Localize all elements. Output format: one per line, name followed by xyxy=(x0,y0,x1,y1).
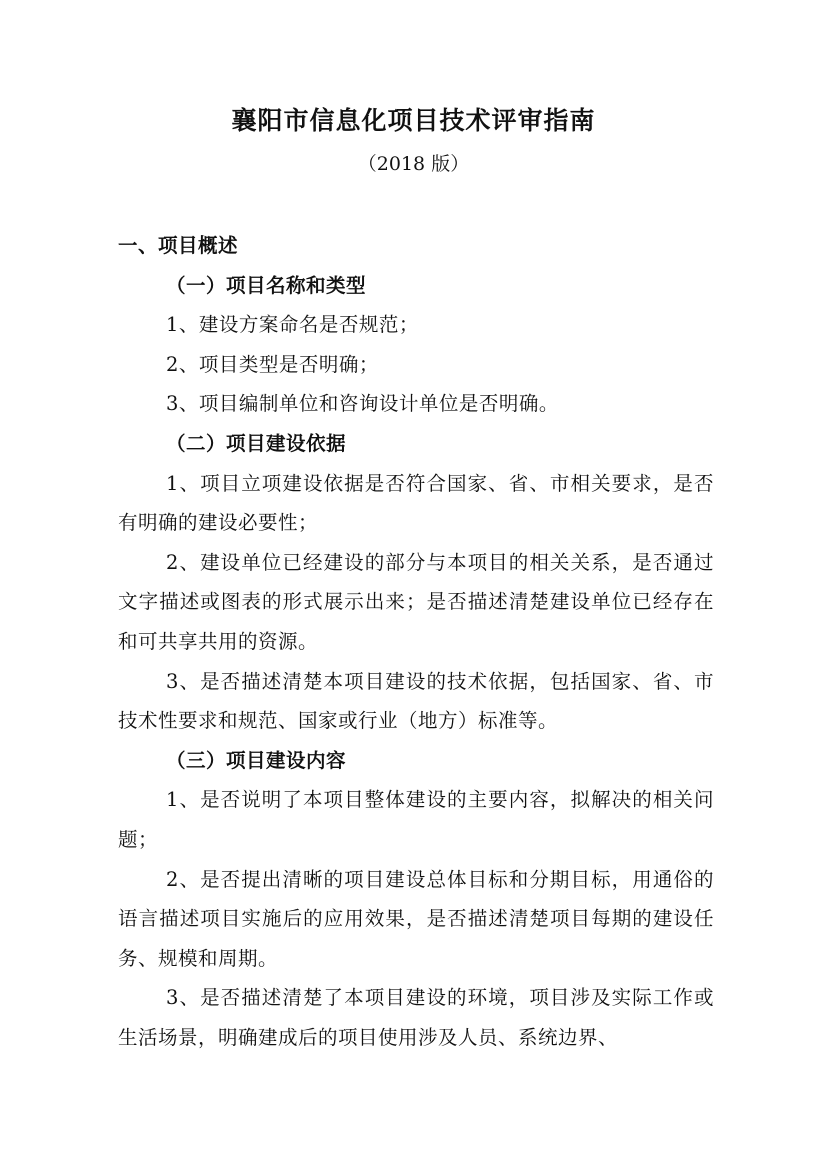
section-heading: 一、项目概述 xyxy=(118,234,239,257)
subsection-heading: （二）项目建设依据 xyxy=(166,431,347,455)
paragraph: 3、项目编制单位和咨询设计单位是否明确。 xyxy=(166,392,559,416)
paragraph: 3、是否描述清楚了本项目建设的环境，项目涉及实际工作或生活场景，明确建成后的项目使用涉及人员、系统边界、 xyxy=(118,986,714,1049)
paragraph: 2、项目类型是否明确； xyxy=(166,352,379,376)
subsection-heading: （三）项目建设内容 xyxy=(166,748,347,772)
paragraph: 1、建设方案命名是否规范； xyxy=(166,313,419,337)
paragraph: 1、是否说明了本项目整体建设的主要内容，拟解决的相关问题； xyxy=(118,788,714,851)
paragraph: 2、建设单位已经建设的部分与本项目的相关关系，是否通过文字描述或图表的形式展示出来；是否描述清楚建设单位已经存在和可共享共用的资源。 xyxy=(118,550,714,653)
subsection-heading: （一）项目名称和类型 xyxy=(166,273,367,297)
paragraph: 1、项目立项建设依据是否符合国家、省、市相关要求，是否有明确的建设必要性； xyxy=(118,471,714,535)
paragraph: 2、是否提出清晰的项目建设总体目标和分期目标，用通俗的语言描述项目实施后的应用效果，是否描述清楚项目每期的建设任务、规模和周期。 xyxy=(118,867,714,970)
paragraph: 3、是否描述清楚本项目建设的技术依据，包括国家、省、市技术性要求和规范、国家或行业（地方）标准等。 xyxy=(118,669,714,733)
document-subtitle: （2018 版） xyxy=(357,153,470,175)
document-title: 襄阳市信息化项目技术评审指南 xyxy=(231,106,596,135)
document-body xyxy=(118,226,714,1057)
